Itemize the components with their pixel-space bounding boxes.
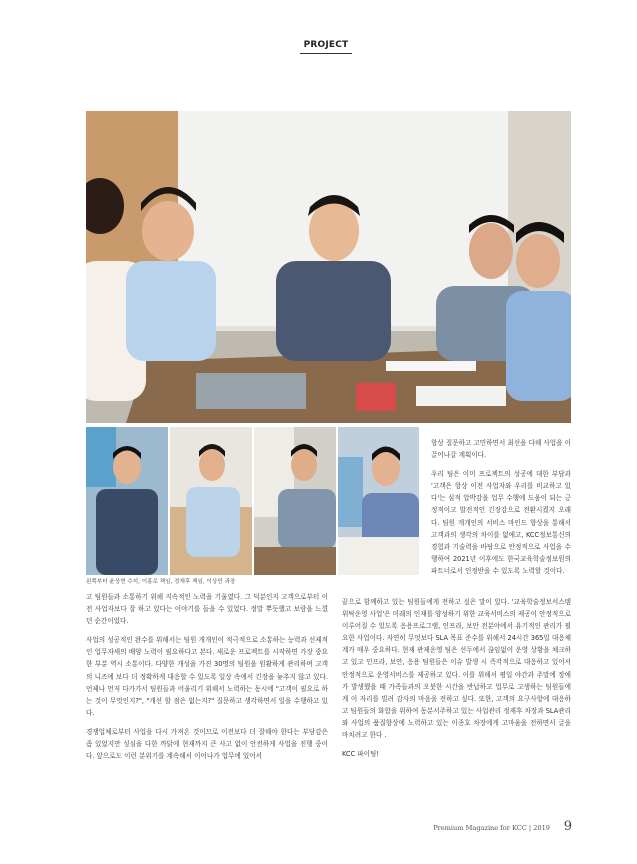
body-column-top-right — [431, 437, 571, 584]
page-number: 9 — [563, 819, 572, 834]
portrait-photo-3 — [254, 427, 336, 575]
paragraph: 끝으로 함께하고 있는 팀원들에게 전하고 싶은 말이 있다. '교육학술정보서스템 위탁운영 사업'은 미래의 인재를 양성하기 위한 교육서비스의 제공이 안정적으로 이루어질 수 있도록 응용프로그램, 인프라, 보안 전분야에서 유기적인 관리가 필요한 사업이다. 자연히 무엇보다 SLA 목표 준수를 위해서 24시간 365일 대응체계가 매우 중요하다. 현재 관제운영 팀은 선두에서 끊임없이 운영 상황을 체크하고 있고 인프라, 보안, 응용 팀원들은 이슈 발생 시 즉각적으로 대응하고 있어서 안정적으로 운영서비스를 제공하고 있다. 이를 위해서 평일 야간과 주말에 장애가 발생했을 때 가족들과의 오붓한 시간을 반납하고 업무로 고생하는 팀원들에게 이 자리를 빌려 감사의 마음을 전하고 싶다. 또한, 고객의 요구사항에 대응하고 팀원들의 화합을 위하여 동분서주하고 있는 사업관리 정재후 차장과 SLA관리와 사업의 품질향상에 노력하고 있는 이종호 차장에게 고마움을 전하면서 글을 마치려고 한다 . — [342, 598, 571, 740]
main-meeting-photo — [86, 111, 571, 423]
magazine-name: Premium Magazine for KCC | 2019 — [433, 824, 550, 832]
portrait-photo-2 — [170, 427, 252, 575]
paragraph: 항상 질문하고 고민하면서 최선을 다해 사업을 이끌어나갈 계획이다. — [431, 439, 571, 460]
paragraph: 우리 팀은 이미 프로젝트의 성공에 대한 부담과 '고객은 항상 이전 사업자와 우리를 비교하고 있다'는 심적 압박감을 업무 수행에 도움이 되는 긍정적이고 발전적인 긴장감으로 전환시켰지 오래다. 팀원 개개인의 서비스 마인드 향상을 통해서 고객과의 생각의 차이를 없애고, KCC정보통신의 경험과 기술력을 바탕으로 안정적으로 사업을 수행하여 2021년 이후에도 한국교육학술정보원의 파트너로서 인정받을 수 있도록 노력할 것이다. — [431, 470, 571, 575]
portrait-photo-4 — [338, 427, 419, 575]
photo-caption: 왼쪽부터 윤상현 수석, 이홍로 책임, 정재후 책임, 이상민 과장 — [86, 579, 236, 585]
body-column-right — [342, 596, 571, 767]
paragraph: KCC 파이팅! — [342, 750, 380, 759]
body-column-left — [86, 591, 328, 769]
section-tag: PROJECT — [300, 40, 352, 54]
portrait-photo-1 — [86, 427, 168, 575]
paragraph: 고 팀원들과 소통하기 위해 지속적인 노력을 기울였다. 그 덕분인지 고객으로부터 이전 사업자보다 잘 하고 있다는 이야기를 들을 수 있었다. 정말 뿌듯했고 보람을 느꼈던 순간이었다. — [86, 593, 328, 626]
page-footer — [433, 819, 572, 836]
paragraph: 사업의 성공적인 완수를 위해서는 팀원 개개인이 적극적으로 소통하는 능력과 선제적인 업무자세의 배양 노력이 필요하다고 본다. 새로운 프로젝트를 시작하면 가장 중요한 부분 역시 소통이다. 다양한 개성을 가진 30명의 팀원을 원활하게 관리하며 고객의 니즈에 보다 더 정확하게 대응할 수 있도록 일상 속에서 긴장을 늦추지 않고 있다. 언제나 먼저 다가가서 팀원들과 어울리기 위해서 노력하는 동시에 "고객이 필요로 하는 것이 무엇인지?", "개선 할 점은 없는지?" 질문하고 생각하면서 일을 수행하고 있다. — [86, 636, 328, 717]
paragraph: 경쟁업체로부터 사업을 다시 가져온 것이므로 이전보다 더 잘해야 한다는 부담감은 좀 있었지만 성심을 다한 까닭에 현재까지 큰 사고 없이 안전하게 사업을 진행 중이다. 앞으로도 이런 분위기를 계속해서 이어나가 업무에 있어서 — [86, 727, 328, 761]
